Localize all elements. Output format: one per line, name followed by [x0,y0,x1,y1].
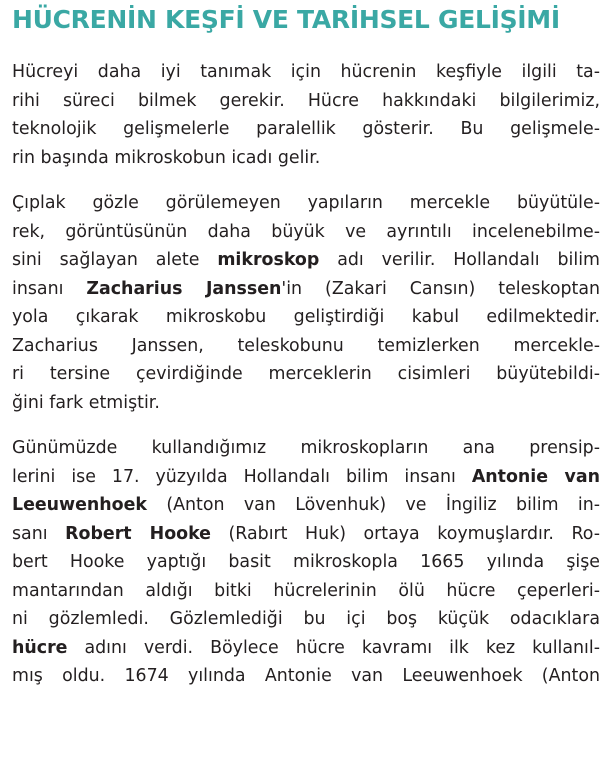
paragraph-line: Zacharius Janssen, teleskobunu temizlerken mercekle- [12,335,600,356]
paragraph-line [12,246,600,275]
paragraph-line: bert Hooke yaptığı basit mikroskopla 1665 yılında şişe [12,552,600,572]
bold-name-leeuwenhoek: Leeuwenhoek [12,495,147,515]
paragraph-line: Çıplak gözle görülemeyen yapıların mercekle büyütüle- [12,193,600,213]
section-heading: HÜCRENİN KEŞFİ VE TARİHSEL GELİŞİMİ [12,5,560,34]
text-run: insanı [12,278,87,299]
paragraph-line: rek, görüntüsünün daha büyük ve ayrıntılı incelenebilme- [12,221,600,242]
paragraph-line [12,491,600,520]
text-run: (Rabırt Huk) ortaya koymuşlardır. Ro- [210,523,600,544]
text-run: (Anton van Lövenhuk) ve İngiliz bilim in- [146,495,600,515]
paragraph-line: mış oldu. 1674 yılında Antonie van Leeuwenhoek (Anton [12,666,600,686]
paragraph-line: rihi süreci bilmek gerekir. Hücre hakkındaki bilgilerimiz, [12,90,600,111]
bold-name-antonie-van: Antonie van [471,466,600,487]
paragraph-line: rin başında mikroskobun icadı gelir. [12,147,321,168]
paragraph-line [12,275,600,304]
paragraph-line: teknolojik gelişmelerle paralellik gösterir. Bu gelişmele- [12,119,600,139]
paragraph-line: yola çıkarak mikroskobu geliştirdiği kabul edilmektedir. [12,307,600,327]
text-run: adını verdi. Böylece hücre kavramı ilk kez kullanıl- [67,637,600,658]
text-run: 'in (Zakari Cansın) teleskoptan [281,278,601,299]
textbook-page [12,0,600,691]
text-run: lerini ise 17. yüzyılda Hollandalı bilim insanı [12,466,472,487]
bold-term-hucre: hücre [12,637,68,658]
paragraph-2 [12,189,600,417]
text-run: sini sağlayan alete [12,250,218,270]
bold-term-mikroskop: mikroskop [217,250,320,270]
paragraph-line [12,463,600,492]
paragraph-1 [12,58,600,172]
paragraph-line: mantarından aldığı bitki hücrelerinin ölü hücre çeperleri- [12,580,600,601]
paragraph-line [12,520,600,549]
paragraph-3 [12,434,600,691]
bold-name-robert-hooke: Robert Hooke [65,523,211,544]
paragraph-line: Günümüzde kullandığımız mikroskopların ana prensip- [12,438,600,458]
paragraph-line: ğini fark etmiştir. [12,392,160,413]
paragraph-line [12,634,600,663]
paragraph-line: Hücreyi daha iyi tanımak için hücrenin keşfiyle ilgili ta- [12,62,600,82]
paragraph-line: ni gözlemledi. Gözlemlediği bu içi boş küçük odacıklara [12,609,600,629]
text-run: sanı [12,523,66,544]
bold-name-zacharius-janssen: Zacharius Janssen [86,278,282,299]
paragraph-line: ri tersine çevirdiğinde merceklerin cisimleri büyütebildi- [12,364,600,384]
text-run: adı verilir. Hollandalı bilim [319,250,600,270]
